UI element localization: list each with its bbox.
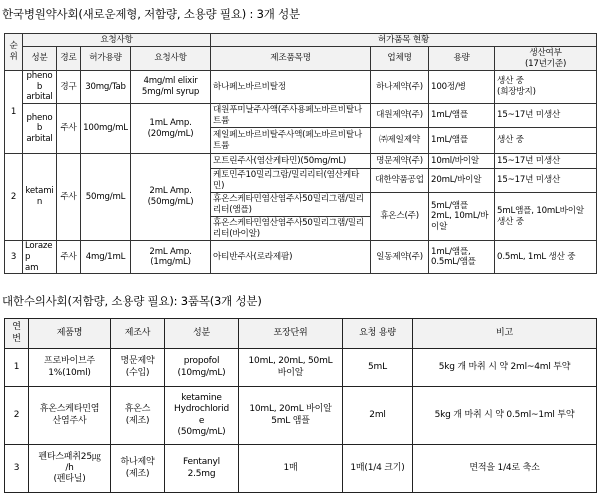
section1-title: 한국병원약사회(새로운제형, 저함량, 소용량 필요) : 3개 성분 [2, 7, 300, 21]
cell-note: 면적을 1/4로 축소 [413, 445, 597, 493]
header-request-volume: 요청 용량 [343, 319, 413, 349]
cell-ingredient: phenob arbital [23, 71, 57, 104]
cell-ingredient: propofol (10mg/mL) [165, 349, 239, 387]
table-row [5, 445, 597, 493]
cell-company: 대원제약(주) [371, 104, 429, 128]
cell-request-volume: 1매(1/4 크기) [343, 445, 413, 493]
cell-product-name: 펜타스패취25㎍ /h (펜타닐) [29, 445, 111, 493]
cell-volume: 1mL/앰플 [429, 104, 495, 128]
cell-note: 5kg 개 마취 시 약 2ml~4ml 투약 [413, 349, 597, 387]
cell-product: 대원푸미날주사액(주사용페노바르비탈나트륨 [211, 104, 371, 128]
cell-no: 3 [5, 445, 29, 493]
cell-company: ㈜제일제약 [371, 128, 429, 154]
row-no: 3 [5, 241, 23, 274]
cell-request: 1mL Amp. (20mg/mL) [131, 104, 211, 154]
cell-manufacturer: 휴온스 (제조) [111, 387, 165, 445]
cell-dose: 4mg/1mL [81, 241, 131, 274]
cell-no: 2 [5, 387, 29, 445]
header-route: 경로 [57, 47, 81, 71]
cell-package: 1매 [239, 445, 343, 493]
cell-product: 케토민주10밀리그람/밀리리터(염산케타민) [211, 169, 371, 193]
header-product: 제조품목명 [211, 47, 371, 71]
cell-product: 제일페노바르비탈주사액(페노바르비탈나트륨 [211, 128, 371, 154]
cell-product: 휴온스케타민염산염주사50밀리그램/밀리리터(앰플) [211, 193, 371, 217]
cell-product: 아티반주사(로라제팜) [211, 241, 371, 274]
cell-request: 4mg/ml elixir 5mg/ml syrup [131, 71, 211, 104]
cell-production: 생산 중 [495, 128, 597, 154]
cell-company: 휴온스(주) [371, 193, 429, 241]
cell-product-name: 프로바이브주 1%(10ml) [29, 349, 111, 387]
cell-package: 10mL, 20mL 바이알 5mL 앰플 [239, 387, 343, 445]
cell-ingredient: ketamine Hydrochlorid e (50mg/mL) [165, 387, 239, 445]
cell-route: 주사 [57, 241, 81, 274]
cell-request: 2mL Amp. (1mg/mL) [131, 241, 211, 274]
cell-production: 15~17년 미생산 [495, 169, 597, 193]
cell-dose: 30mg/Tab [81, 71, 131, 104]
header-note: 비고 [413, 319, 597, 349]
table-row [5, 71, 597, 104]
cell-company: 명문제약(주) [371, 154, 429, 169]
cell-ingredient: ketamin [23, 154, 57, 241]
header-ingredient: 성분 [23, 47, 57, 71]
row-no: 1 [5, 71, 23, 154]
veterinary-table [4, 318, 597, 493]
header-requested: 요청사항 [131, 47, 211, 71]
cell-production: 0.5mL, 1mL 생산 중 [495, 241, 597, 274]
cell-request-volume: 5mL [343, 349, 413, 387]
cell-volume: 1mL/앰플 [429, 128, 495, 154]
cell-ingredient: Lorazep am [23, 241, 57, 274]
header-request-group: 요청사항 [23, 34, 211, 47]
cell-company: 일동제약(주) [371, 241, 429, 274]
header-manufacturer: 제조사 [111, 319, 165, 349]
cell-route: 주사 [57, 104, 81, 154]
cell-route: 경구 [57, 71, 81, 104]
cell-production: 생산 중 (희장방지) [495, 71, 597, 104]
table-row [5, 349, 597, 387]
header-approved-dose: 허가용량 [81, 47, 131, 71]
cell-volume: 20mL/바이알 [429, 169, 495, 193]
table-row [5, 241, 597, 274]
cell-manufacturer: 하나제약 (제조) [111, 445, 165, 493]
header-no: 연 번 [5, 319, 29, 349]
cell-request-volume: 2ml [343, 387, 413, 445]
cell-dose: 100mg/mL [81, 104, 131, 154]
cell-dose: 50mg/mL [81, 154, 131, 241]
cell-volume: 5mL/앰플 2mL, 10mL/바이알 [429, 193, 495, 241]
cell-manufacturer: 명문제약 (수입) [111, 349, 165, 387]
cell-volume: 100정/병 [429, 71, 495, 104]
cell-ingredient: Fentanyl 2.5mg [165, 445, 239, 493]
cell-product: 휴온스케타민염산염주사50밀리그램/밀리리터(바이알) [211, 217, 371, 241]
header-production: 생산여부 (17년기준) [495, 47, 597, 71]
cell-package: 10mL, 20mL, 50mL 바이알 [239, 349, 343, 387]
header-product-name: 제품명 [29, 319, 111, 349]
row-no: 2 [5, 154, 23, 241]
cell-product-name: 휴온스케타민염 산염주사 [29, 387, 111, 445]
cell-no: 1 [5, 349, 29, 387]
header-company: 업체명 [371, 47, 429, 71]
header-approval-group: 허가품목 현황 [211, 34, 597, 47]
cell-product: 모트린주사(염산케타민)(50mg/mL) [211, 154, 371, 169]
cell-company: 대한약품공업 [371, 169, 429, 193]
header-package: 포장단위 [239, 319, 343, 349]
cell-volume: 1mL/앰플, 0.5mL/앰플 [429, 241, 495, 274]
table-row [5, 154, 597, 169]
header-volume: 용량 [429, 47, 495, 71]
cell-production: 15~17년 미생산 [495, 154, 597, 169]
table-row [5, 104, 597, 128]
cell-product: 하나페노바르비탈정 [211, 71, 371, 104]
cell-request: 2mL Amp. (50mg/mL) [131, 154, 211, 241]
hospital-pharmacist-table [4, 33, 597, 274]
section2-title: 대한수의사회(저함량, 소용량 필요): 3품목(3개 성분) [2, 294, 262, 308]
cell-note: 5kg 개 마취 시 약 0.5ml~1ml 투약 [413, 387, 597, 445]
cell-ingredient: phenob arbital [23, 104, 57, 154]
cell-route: 주사 [57, 154, 81, 241]
header-ingredient: 성분 [165, 319, 239, 349]
cell-production: 15~17년 미생산 [495, 104, 597, 128]
cell-company: 하나제약(주) [371, 71, 429, 104]
cell-production: 5mL앰플, 10mL바이알 생산 중 [495, 193, 597, 241]
cell-volume: 10ml/바이알 [429, 154, 495, 169]
table-row [5, 387, 597, 445]
header-no: 순 위 [5, 34, 23, 71]
